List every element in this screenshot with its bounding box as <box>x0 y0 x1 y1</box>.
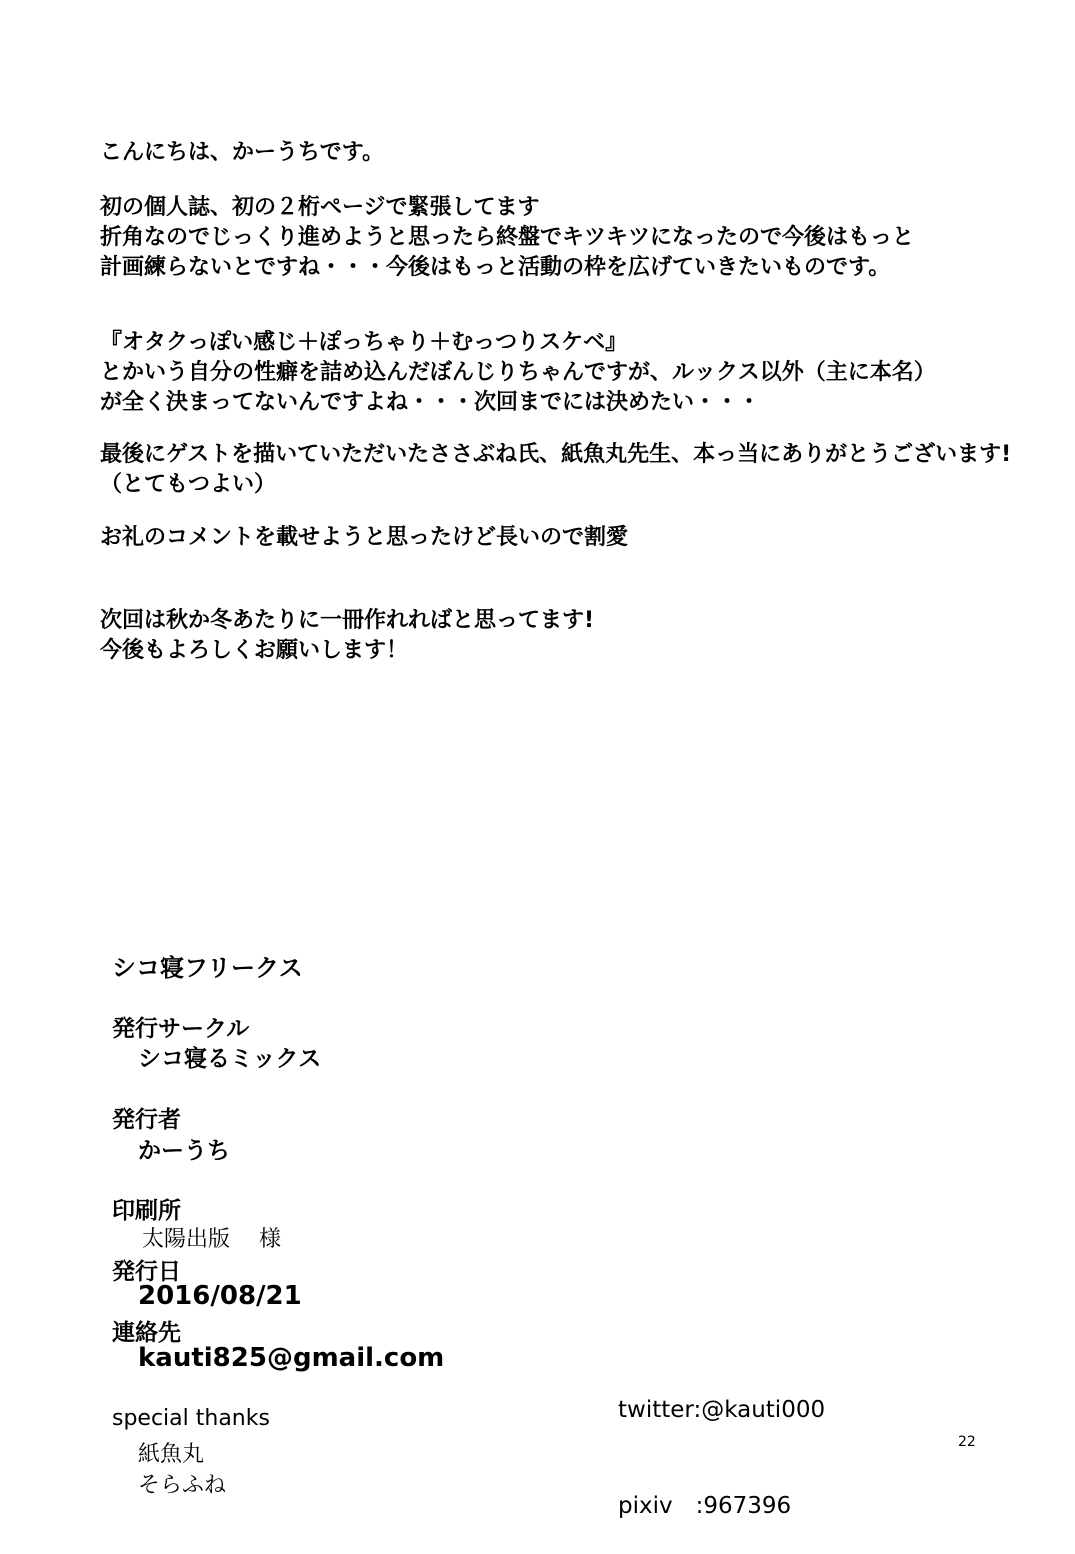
afterword-line: が全く決まってないんですよね・・・次回までには決めたい・・・ <box>100 390 761 415</box>
date-value: 2016/08/21 <box>138 1281 302 1311</box>
afterword-line: とかいう自分の性癖を詰め込んだぼんじりちゃんですが、ルックス以外（主に本名） <box>100 360 936 385</box>
social-links <box>618 1330 825 1554</box>
afterword-line: 初の個人誌、初の２桁ページで緊張してます <box>100 195 540 220</box>
circle-label: 発行サークル <box>112 1016 250 1042</box>
contact-label: 連絡先 <box>112 1320 181 1346</box>
special-thanks-item: そらふね <box>138 1473 227 1498</box>
afterword-line: こんにちは、かーうちです。 <box>100 140 385 165</box>
special-thanks-item: 紙魚丸 <box>138 1442 205 1467</box>
afterword-line: 最後にゲストを描いていただいたささぶね氏、紙魚丸先生、本っ当にありがとうございます! <box>100 442 1012 467</box>
book-title: シコ寝フリークス <box>112 954 303 982</box>
twitter-handle: twitter:@kauti000 <box>618 1397 826 1423</box>
afterword-line: 今後もよろしくお願いします！ <box>100 638 409 663</box>
pixiv-id: pixiv :967396 <box>618 1493 792 1519</box>
afterword-paragraph <box>100 606 594 666</box>
printer-label: 印刷所 <box>112 1198 181 1224</box>
afterword-paragraph <box>100 328 936 418</box>
publisher-value: かーうち <box>138 1138 230 1164</box>
afterword-paragraph <box>100 523 628 553</box>
publisher-label: 発行者 <box>112 1107 181 1133</box>
afterword-line: 計画練らないとですね・・・今後はもっと活動の枠を広げていきたいものです。 <box>100 255 891 280</box>
afterword-line: お礼のコメントを載せようと思ったけど長いので割愛 <box>100 525 629 550</box>
afterword-paragraph <box>100 193 914 283</box>
date-label: 発行日 <box>112 1259 181 1285</box>
afterword-paragraph <box>100 138 384 168</box>
afterword-line: 次回は秋か冬あたりに一冊作れればと思ってます! <box>100 608 595 633</box>
afterword-line: 『オタクっぽい感じ＋ぽっちゃり＋むっつりスケベ』 <box>100 330 628 355</box>
afterword-line: （とてもつよい） <box>100 472 277 497</box>
afterword-paragraph <box>100 440 1011 500</box>
special-thanks-label: special thanks <box>112 1406 270 1431</box>
circle-value: シコ寝るミックス <box>138 1046 322 1072</box>
page-number: 22 <box>958 1434 976 1450</box>
printer-value: 太陽出版 様 <box>142 1227 281 1252</box>
afterword-line: 折角なのでじっくり進めようと思ったら終盤でキツキツになったので今後はもっと <box>100 225 915 250</box>
contact-email: kauti825@gmail.com <box>138 1343 445 1373</box>
